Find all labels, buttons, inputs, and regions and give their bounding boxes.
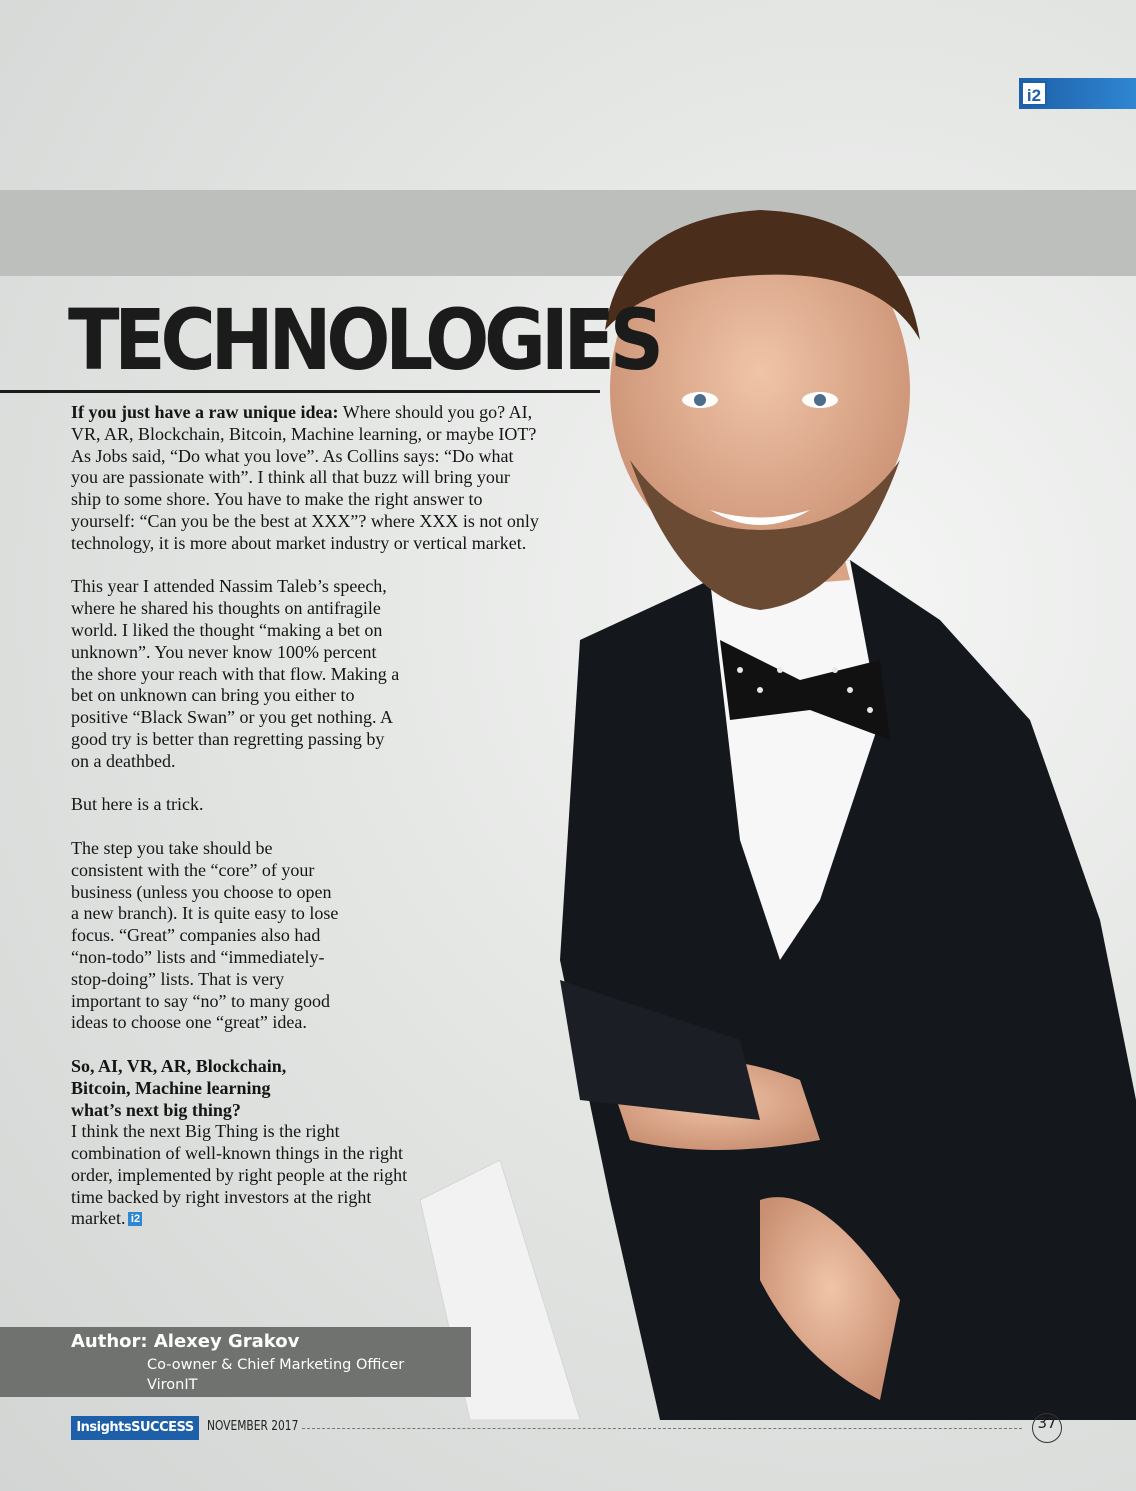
paragraph-5-body: I think the next Big Thing is the right combination of well-known things in the right order, implemented by right people at the right time backed by right investors at the right market. — [71, 1121, 408, 1229]
paragraph-4: The step you take should be consistent with the “core” of your business (unless you choose to open a new branch). It is quite easy to lose focus. “Great” companies also had “non-todo” lists and “immediately-stop-doing” lists. That is very important to say “no” to many good ideas to choose one “great” idea. — [71, 837, 339, 1033]
author-company: VironIT — [147, 1377, 198, 1393]
page-number: 37 — [1032, 1413, 1062, 1443]
end-mark-icon: i2 — [128, 1212, 142, 1226]
paragraph-2: This year I attended Nassim Taleb’s speech, where he shared his thoughts on antifragile world. I liked the thought “making a bet on unknown”. You never know 100% percent the shore your reach with that flow. Making a bet on unknown can bring you either to positive “Black Swan” or you get nothing. A good try is better than regretting passing by on a deathbed. — [71, 576, 400, 771]
article-body — [71, 402, 541, 1230]
page-headline: TECHNOLOGIES — [68, 291, 659, 389]
paragraph-5-lead: So, AI, VR, AR, Blockchain, Bitcoin, Machine learning what’s next big thing? — [71, 1055, 287, 1120]
paragraph-1 — [71, 402, 541, 555]
author-role: Co-owner & Chief Marketing Officer — [147, 1357, 405, 1373]
footer-brand-logo: InsightsSUCCESS — [71, 1416, 199, 1440]
author-box — [0, 1327, 471, 1397]
author-name: Author: Alexey Grakov — [71, 1331, 300, 1352]
paragraph-1-body: Where should you go? AI, VR, AR, Blockchain, Bitcoin, Machine learning, or maybe IOT? As Jobs said, “Do what you love”. As Collins says: “Do what you are passionate with”. I think all that buzz will bring your ship to some shore. You have to make the right answer to yourself: “Can you be the best at XXX”? where XXX is not only technology, it is more about market industry or vertical market. — [71, 402, 539, 553]
footer-divider — [302, 1428, 1022, 1429]
paragraph-3: But here is a trick. — [71, 794, 204, 815]
paragraph-1-lead: If you just have a raw unique idea: — [71, 402, 339, 422]
paragraph-5 — [71, 1056, 413, 1230]
footer-date: NOVEMBER 2017 — [207, 1419, 299, 1434]
top-brand-badge — [1019, 78, 1136, 109]
brand-logo-icon: i2 — [1021, 81, 1047, 106]
headline-rule — [0, 390, 600, 393]
